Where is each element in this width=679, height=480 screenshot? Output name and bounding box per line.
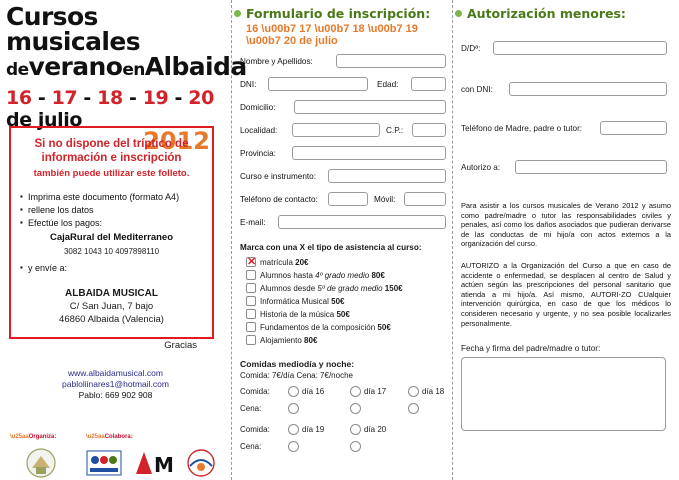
checkbox-alojamiento[interactable] <box>246 335 256 345</box>
option-alojamiento[interactable]: Alojamiento 80€ <box>246 334 452 347</box>
logo-banda-icon <box>184 448 218 478</box>
input-con-dni[interactable] <box>509 82 667 96</box>
field-curso <box>232 169 452 185</box>
option-historia[interactable]: Historia de la música 50€ <box>246 308 452 321</box>
input-movil[interactable] <box>404 192 446 206</box>
redbox-instructions <box>20 191 203 275</box>
circle-cena-dia20[interactable] <box>350 441 361 452</box>
title-albaida: Albaida <box>144 52 247 81</box>
bullet-dot-icon-2 <box>455 10 462 17</box>
contact-website[interactable]: www.albaidamusical.com <box>68 368 163 378</box>
title-en: en <box>122 60 145 80</box>
marca-instruction: Marca con una X el tipo de asistencia al curso: <box>240 243 422 252</box>
redbox-heading-2: información e inscripción <box>41 152 182 164</box>
left-column <box>0 0 247 480</box>
circle-cena-dia16[interactable] <box>288 403 299 414</box>
field-localidad-cp <box>232 123 452 139</box>
field-dd <box>453 41 679 58</box>
input-autorizo-a[interactable] <box>515 160 667 174</box>
input-dni[interactable] <box>268 77 368 91</box>
input-curso[interactable] <box>328 169 446 183</box>
label-nombre: Nombre y Apellidos: <box>240 57 313 66</box>
meal-row-comida-2: Comida: día 19 día 20 <box>240 424 387 434</box>
course-options-list <box>246 256 452 347</box>
label-telefono: Teléfono de contacto: <box>240 195 318 204</box>
input-telefono-tutor[interactable] <box>600 121 667 135</box>
authorization-paragraph-2: AUTORIZO a la Organización del Curso a que en caso de accidente o enfermedad, se desplacen al centro de Salud y actúen según las prescripciones del personal sanitario que atienda a mi hijo/a. Así mismo, AUTORI-ZO CUalquier intervención quirúrgica, en caso de que los médicos lo consideren necesario y urgente, y no sea posible localizarles personalmente. <box>461 260 671 328</box>
circle-comida-dia16[interactable] <box>288 386 299 397</box>
label-curso: Curso e instrumento: <box>240 172 316 181</box>
instruction-3: ▪ Efectúe los pagos: <box>20 217 203 230</box>
meal-row-comida-1: Comida: día 16 día 17 día 18 <box>240 386 445 396</box>
input-email[interactable] <box>278 215 446 229</box>
option-informatica[interactable]: Informática Musical 50€ <box>246 295 452 308</box>
circle-cena-dia17[interactable] <box>350 403 361 414</box>
label-provincia: Provincia: <box>240 149 276 158</box>
info-red-box <box>9 126 214 351</box>
checkbox-alumnos-hasta-4[interactable] <box>246 270 256 280</box>
contact-block <box>0 368 231 401</box>
field-dni-edad <box>232 77 452 93</box>
form-dates: 16 \u00b7 17 \u00b7 18 \u00b7 19 \u00b7 20 de julio <box>246 23 418 47</box>
contact-phone: Pablo: 669 902 908 <box>78 390 153 400</box>
label-cena-1: Cena: <box>240 404 262 413</box>
date-19: 19 <box>142 87 169 109</box>
colabora-label: \u25aaColabora: <box>86 434 133 440</box>
title-year: 2012 <box>143 127 210 155</box>
field-con-dni <box>453 82 679 99</box>
input-dd[interactable] <box>493 41 667 55</box>
label-email: E-mail: <box>240 218 266 227</box>
field-telefono-movil <box>232 192 452 208</box>
title-verano: verano <box>28 52 123 81</box>
svg-text:M: M <box>154 453 174 477</box>
date-20: 20 <box>188 87 214 109</box>
input-nombre[interactable] <box>336 54 446 68</box>
input-localidad[interactable] <box>292 123 380 137</box>
circle-cena-dia18[interactable] <box>408 403 419 414</box>
label-telefono-tutor: Teléfono de Madre, padre o tutor: <box>461 124 583 133</box>
checkbox-composicion[interactable] <box>246 322 256 332</box>
label-cena-2: Cena: <box>240 442 262 451</box>
authorization-section-title: Autorización menores: <box>453 6 679 21</box>
label-comida-1: Comida: <box>240 387 270 396</box>
bullet-dot-icon <box>234 10 241 17</box>
checkbox-historia[interactable] <box>246 309 256 319</box>
signature-box[interactable] <box>461 357 666 431</box>
title-dates: 16 - 17 - 18 - 19 - 20 de julio <box>6 87 214 131</box>
option-alumnos-desde-5[interactable]: Alumnos desde 5º de grado medio 150€ <box>246 282 452 295</box>
redbox-heading-1: Si no dispone del tríptico de <box>34 138 189 150</box>
date-18: 18 <box>97 87 123 109</box>
meal-row-cena-1 <box>240 401 452 418</box>
title-line-2 <box>6 52 247 83</box>
input-cp[interactable] <box>412 123 446 137</box>
bank-name: CajaRural del Mediterraneo <box>49 232 173 243</box>
label-dd: D/Dª: <box>461 44 481 53</box>
option-matricula[interactable]: ✕ matrícula 20€ <box>246 256 452 269</box>
logo-conservatorio-icon <box>86 448 122 478</box>
logos-block <box>8 434 223 478</box>
date-16: 16 <box>6 87 32 109</box>
label-cp: C.P.: <box>386 126 404 135</box>
input-provincia[interactable] <box>292 146 446 160</box>
logo-am-icon <box>134 448 176 478</box>
signature-label: Fecha y firma del padre/madre o tutor: <box>461 344 601 354</box>
option-composicion[interactable]: Fundamentos de la composición 50€ <box>246 321 452 334</box>
instruction-1: ▪ Imprima este documento (formato A4) <box>20 191 203 204</box>
address-name: ALBAIDA MUSICAL <box>65 288 158 299</box>
input-domicilio[interactable] <box>294 100 446 114</box>
input-edad[interactable] <box>411 77 446 91</box>
input-telefono[interactable] <box>328 192 368 206</box>
label-comida-2: Comida: <box>240 425 270 434</box>
organiza-label: \u25aaOrganiza: <box>10 434 57 440</box>
logo-ayuntamiento-icon <box>24 448 58 478</box>
contact-email[interactable]: pabloliinares1@hotmail.com <box>62 379 169 389</box>
circle-comida-dia20[interactable] <box>350 424 361 435</box>
checkbox-matricula[interactable] <box>246 257 256 267</box>
comidas-precio: Comida: 7€/día Cena: 7€/noche <box>240 371 353 380</box>
address-street: C/ San Juan, 7 bajo <box>69 301 154 312</box>
comidas-title: Comidas mediodía y noche: <box>240 359 355 369</box>
form-section-title: Formulario de inscripción: <box>232 6 452 21</box>
label-dni: DNI: <box>240 80 257 89</box>
circle-cena-dia19[interactable] <box>288 441 299 452</box>
field-autorizo-a <box>453 160 679 177</box>
label-con-dni: con DNI: <box>461 85 493 94</box>
title-de: de <box>6 60 29 80</box>
redbox-subheading: también puede utilizar este folleto. <box>33 168 190 179</box>
right-column <box>453 0 679 480</box>
date-month: de julio <box>6 109 83 131</box>
circle-comida-dia18[interactable] <box>408 386 419 397</box>
field-provincia <box>232 146 452 162</box>
meal-row-cena-2 <box>240 439 452 456</box>
title-line-1: Cursos musicales <box>6 2 140 56</box>
label-movil: Móvil: <box>374 195 396 204</box>
label-localidad: Localidad: <box>240 126 278 135</box>
field-telefono-tutor <box>453 121 679 138</box>
label-edad: Edad: <box>377 80 399 89</box>
logo-row <box>8 444 223 478</box>
option-alumnos-hasta-4[interactable]: Alumnos hasta 4º grado medio 80€ <box>246 269 452 282</box>
meal-grid <box>240 384 452 456</box>
middle-column <box>232 0 452 480</box>
bank-account: 3082 1043 10 4097898110 <box>63 247 160 256</box>
field-nombre <box>232 54 452 70</box>
label-autorizo-a: Autorizo a: <box>461 163 501 172</box>
mail-address <box>20 287 203 326</box>
address-city: 46860 Albaida (Valencia) <box>59 314 164 325</box>
checkbox-informatica[interactable] <box>246 296 256 306</box>
thanks-text: Gracias <box>164 340 197 351</box>
instruction-2: ▪ rellene los datos <box>20 204 203 217</box>
date-17: 17 <box>51 87 78 109</box>
instruction-4: ▪ y envíe a: <box>20 262 203 275</box>
circle-comida-dia17[interactable] <box>350 386 361 397</box>
field-email <box>232 215 452 231</box>
checkbox-alumnos-desde-5[interactable] <box>246 283 256 293</box>
authorization-paragraph-1: Para asistir a los cursos musicales de Verano 2012 y asumo como padre/madre o tutor las responsabilidades civiles y penales, así como los daños asociados que pudieran derivarse de las conductas de mi hijo/a con actos externos a la organización del curso. <box>461 201 671 249</box>
label-domicilio: Domicilio: <box>240 103 276 112</box>
field-domicilio <box>232 100 452 116</box>
circle-comida-dia19[interactable] <box>288 424 299 435</box>
